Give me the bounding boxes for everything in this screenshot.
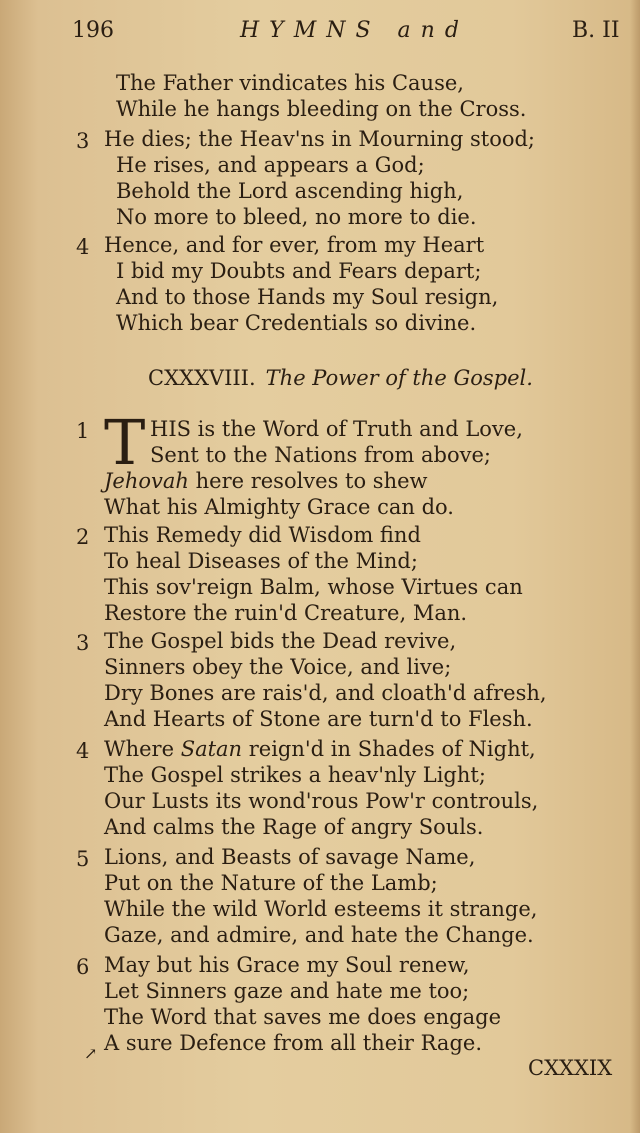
verse-number: 4 (76, 739, 90, 763)
verse-line: Hence, and for ever, from my Heart (104, 233, 485, 257)
running-title: HYMNS and (240, 18, 469, 43)
verse-line: He rises, and appears a God; (116, 153, 425, 177)
verse-line: And calms the Rage of angry Souls. (104, 815, 484, 839)
verse-line: The Gospel bids the Dead revive, (104, 629, 457, 653)
ink-mark-icon: ↗ (84, 1044, 98, 1063)
verse-line: The Father vindicates his Cause, (116, 71, 464, 95)
verse-line: Let Sinners gaze and hate me too; (104, 979, 470, 1003)
verse-line: While the wild World esteems it strange, (104, 897, 538, 921)
verse-number: 3 (76, 129, 90, 153)
verse-line: And to those Hands my Soul resign, (116, 285, 499, 309)
line-text: Where (104, 737, 181, 761)
verse-line: Which bear Credentials so divine. (116, 311, 477, 335)
verse-line: Sinners obey the Voice, and live; (104, 655, 452, 679)
verse-line: A sure Defence from all their Rage. (104, 1031, 482, 1055)
book-reference: B. II (572, 18, 620, 43)
line-text: reign'd in Shades of Night, (242, 737, 536, 761)
verse-line: May but his Grace my Soul renew, (104, 953, 470, 977)
verse-number: 1 (76, 419, 90, 443)
verse-number: 2 (76, 525, 90, 549)
drop-cap: T (104, 406, 146, 479)
page-number: 196 (72, 18, 114, 43)
verse-line: Restore the ruin'd Creature, Man. (104, 601, 468, 625)
hymn-heading (148, 366, 533, 390)
verse-number: 4 (76, 235, 90, 259)
verse-line: While he hangs bleeding on the Cross. (116, 97, 527, 121)
italic-word: Satan (180, 737, 243, 761)
verse-line: Put on the Nature of the Lamb; (104, 871, 438, 895)
verse-line: I bid my Doubts and Fears depart; (116, 259, 482, 283)
verse-line: The Word that saves me does engage (104, 1005, 502, 1029)
verse-line: HIS is the Word of Truth and Love, (150, 417, 523, 441)
catchword: CXXXIX (528, 1056, 613, 1080)
verse-line: This Remedy did Wisdom find (104, 523, 421, 547)
verse-line: To heal Diseases of the Mind; (104, 549, 418, 573)
verse-line: He dies; the Heav'ns in Mourning stood; (104, 127, 536, 151)
verse-number: 6 (76, 955, 90, 979)
hymn-number: CXXXVIII. (148, 366, 256, 390)
line-text: here resolves to shew (188, 469, 428, 493)
page-header (0, 18, 640, 50)
verse-line (104, 468, 428, 494)
verse-line: Our Lusts its wond'rous Pow'r controuls, (104, 789, 539, 813)
verse-line: And Hearts of Stone are turn'd to Flesh. (104, 707, 533, 731)
verse-line: No more to bleed, no more to die. (116, 205, 477, 229)
verse-line (104, 736, 536, 762)
verse-line: Gaze, and admire, and hate the Change. (104, 923, 534, 947)
verse-number: 5 (76, 847, 90, 871)
page-edge-shadow (630, 0, 640, 1133)
italic-word: Jehovah (104, 469, 189, 493)
verse-line: This sov'reign Balm, whose Virtues can (104, 575, 523, 599)
hymn-title: The Power of the Gospel. (265, 366, 533, 390)
verse-line: Lions, and Beasts of savage Name, (104, 845, 476, 869)
verse-line: Sent to the Nations from above; (150, 443, 491, 467)
verse-line: The Gospel strikes a heav'nly Light; (104, 763, 486, 787)
verse-line: Dry Bones are rais'd, and cloath'd afresh, (104, 681, 547, 705)
verse-number: 3 (76, 631, 90, 655)
verse-line: Behold the Lord ascending high, (116, 179, 464, 203)
verse-line: What his Almighty Grace can do. (104, 495, 454, 519)
